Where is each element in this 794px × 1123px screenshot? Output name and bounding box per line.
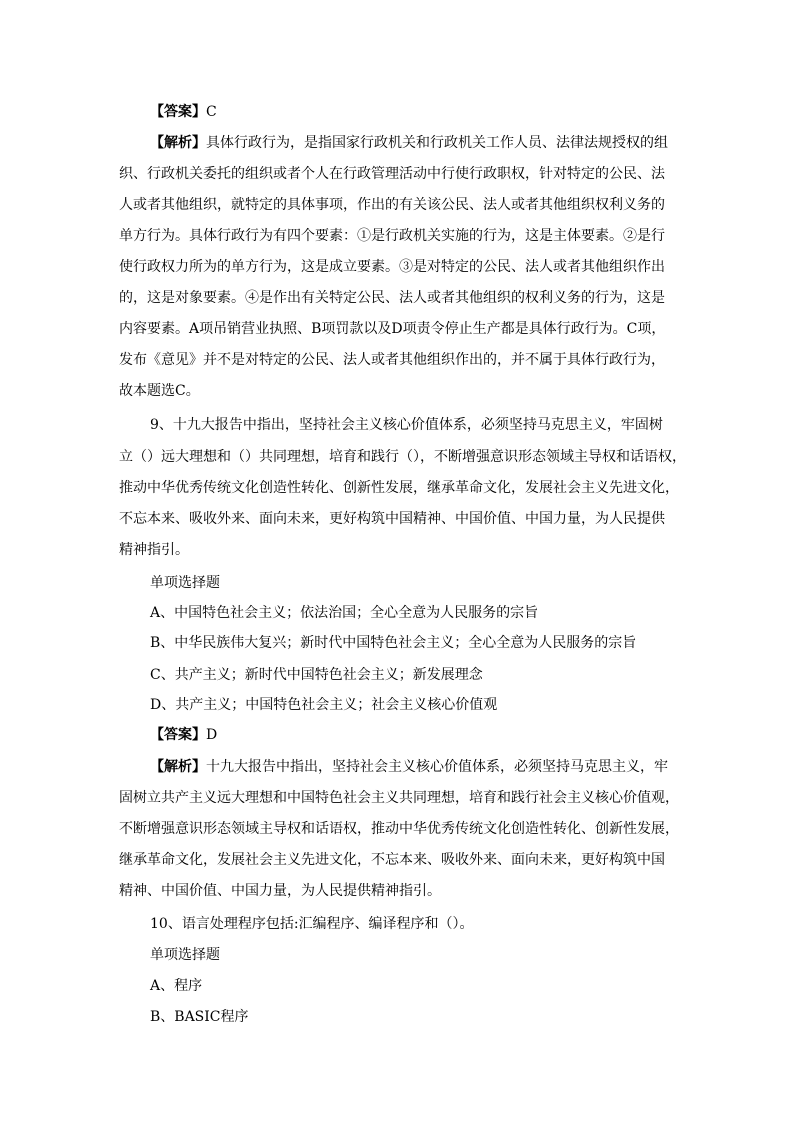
q8-analysis-line: 织、行政机关委托的组织或者个人在行政管理活动中行使行政职权，针对特定的公民、法	[119, 166, 665, 182]
q8-analysis-line: 故本题选C。	[119, 383, 200, 399]
q9-analysis-line: 不断增强意识形态领域主导权和话语权，推动中华优秀传统文化创造性转化、创新性发展，	[119, 821, 679, 837]
q9-answer	[150, 726, 217, 744]
answer-value: C	[206, 104, 217, 120]
q8-analysis-line: 内容要素。A项吊销营业执照、B项罚款以及D项责令停止生产都是具体行政行为。C项，	[119, 321, 666, 337]
q9-analysis-line: 继承革命文化，发展社会主义先进文化，不忘本来、吸收外来、面向未来，更好构筑中国	[119, 852, 665, 868]
analysis-label: 【解析】	[150, 135, 206, 151]
q9-analysis-line	[150, 758, 668, 776]
q8-answer	[150, 103, 217, 121]
q8-analysis-line: 人或者其他组织，就特定的具体事项，作出的有关该公民、法人或者其他组织权利义务的	[119, 197, 665, 213]
analysis-text: 具体行政行为，是指国家行政机关和行政机关工作人员、法律法规授权的组	[206, 135, 668, 151]
q9-question-line: 9、十九大报告中指出，坚持社会主义核心价值体系，必须坚持马克思主义，牢固树	[150, 417, 663, 433]
answer-value: D	[206, 727, 218, 743]
q10-question-type: 单项选择题	[150, 947, 220, 963]
q10-question: 10、语言处理程序包括:汇编程序、编译程序和（）。	[150, 916, 474, 932]
analysis-label: 【解析】	[150, 759, 206, 775]
q9-question-line: 精神指引。	[119, 542, 189, 558]
q8-analysis-line: 的，这是对象要素。④是作出有关特定公民、法人或者其他组织的权利义务的行为，这是	[119, 290, 665, 306]
q9-analysis-line: 精神、中国价值、中国力量，为人民提供精神指引。	[119, 883, 441, 899]
answer-label: 【答案】	[150, 727, 206, 743]
q9-option-d: D、共产主义；中国特色社会主义；社会主义核心价值观	[150, 697, 498, 713]
q9-option-a: A、中国特色社会主义；依法治国；全心全意为人民服务的宗旨	[150, 605, 539, 621]
q9-analysis-line: 固树立共产主义远大理想和中国特色社会主义共同理想，培育和践行社会主义核心价值观，	[119, 790, 679, 806]
answer-label: 【答案】	[150, 104, 206, 120]
q8-analysis-line	[150, 134, 668, 152]
analysis-text: 十九大报告中指出，坚持社会主义核心价值体系，必须坚持马克思主义，牢	[206, 759, 668, 775]
q10-option-b: B、BASIC程序	[150, 1009, 249, 1025]
q8-analysis-line: 单方行为。具体行政行为有四个要素：①是行政机关实施的行为，这是主体要素。②是行	[119, 228, 665, 244]
q9-question-line: 不忘本来、吸收外来、面向未来，更好构筑中国精神、中国价值、中国力量，为人民提供	[119, 511, 665, 527]
q10-option-a: A、程序	[150, 978, 203, 994]
q9-question-line: 立（）远大理想和（）共同理想，培育和践行（），不断增强意识形态领域主导权和话语权，	[119, 449, 686, 465]
q9-question-line: 推动中华优秀传统文化创造性转化、创新性发展，继承革命文化，发展社会主义先进文化，	[119, 480, 679, 496]
q9-question-type: 单项选择题	[150, 575, 220, 591]
q9-option-c: C、共产主义；新时代中国特色社会主义；新发展理念	[150, 667, 483, 683]
q8-analysis-line: 使行政权力所为的单方行为，这是成立要素。③是对特定的公民、法人或者其他组织作出	[119, 259, 665, 275]
q8-analysis-line: 发布《意见》并不是对特定的公民、法人或者其他组织作出的，并不属于具体行政行为，	[119, 352, 665, 368]
q9-option-b: B、中华民族伟大复兴；新时代中国特色社会主义；全心全意为人民服务的宗旨	[150, 635, 637, 651]
